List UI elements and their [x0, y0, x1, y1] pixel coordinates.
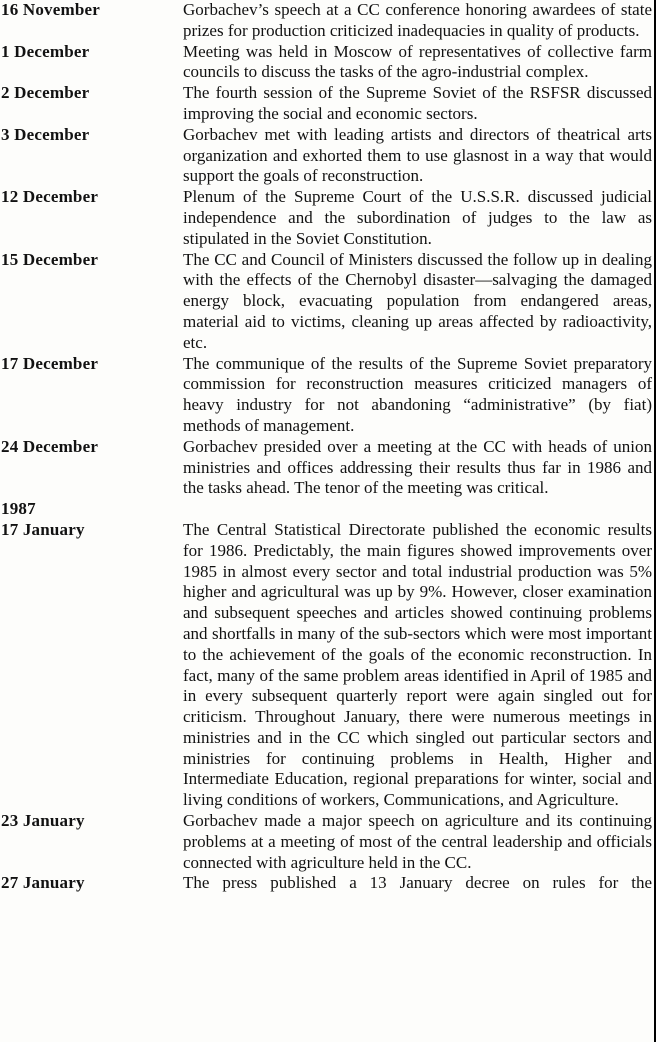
entry-date: 24 December [1, 436, 99, 456]
chronology-entry [1, 520, 652, 811]
entry-description: The CC and Council of Ministers discussed the follow up in dealing with the effects of the Chernobyl disaster—salvaging the damaged energy block, evacuating population from endangered areas, material aid to victims, cleaning up areas affected by radioactivity, etc. [183, 249, 652, 352]
entry-description: The Central Statistical Directorate published the economic results for 1986. Predictably, the main figures showed improvements over 1985 in almost every sector and total industrial production was 5% higher and agricultural was up by 9%. However, closer examination and subsequent speeches and articles showed continuing problems and shortfalls in many of the sub-sectors which were most important to the achievement of the goals of the economic reconstruction. In fact, many of the same problem areas identified in April of 1985 and in every subsequent quarterly report were again singled out for criticism. Throughout January, there were numerous meetings in ministries and in the CC which singled out particular sectors and ministries for continuing problems in Health, Higher and Intermediate Education, regional preparations for winter, social and living conditions of workers, Communications, and Agriculture. [183, 519, 652, 810]
chronology-entry [1, 354, 652, 437]
entry-description: The communique of the results of the Supreme Soviet preparatory commission for reconstruction measures criticized managers of heavy industry for not abandoning “administrative” (by fiat) methods of management. [183, 353, 652, 435]
chronology-entry [1, 42, 652, 84]
chronology-entry [1, 187, 652, 249]
entry-date: 16 November [1, 0, 100, 19]
entry-description: Gorbachev’s speech at a CC conference honoring awardees of state prizes for production criticized inadequacies in quality of products. [183, 0, 652, 40]
chronology-entry [1, 250, 652, 354]
chronology-entry [1, 873, 652, 894]
entry-date: 15 December [1, 249, 99, 269]
entry-date: 17 January [1, 519, 85, 539]
chronology-entry [1, 0, 652, 42]
entry-date: 23 January [1, 811, 85, 831]
chronology-entry [1, 83, 652, 125]
entry-description: Gorbachev met with leading artists and directors of theatrical arts organization and exhorted them to use glasnost in a way that would support the goals of reconstruction. [183, 124, 652, 186]
chronology-entry [1, 437, 652, 499]
chronology-entry [1, 125, 652, 187]
chronology-entry [1, 811, 652, 873]
year-heading-1987: 1987 [1, 499, 36, 519]
entry-description: The fourth session of the Supreme Soviet of the RSFSR discussed improving the social and economic sectors. [183, 83, 652, 123]
entry-description: The press published a 13 January decree on rules for the [183, 873, 652, 893]
entry-date: 3 December [1, 124, 90, 144]
entry-date: 27 January [1, 873, 85, 893]
entry-date: 12 December [1, 187, 99, 207]
entry-date: 1 December [1, 41, 90, 61]
entry-date: 2 December [1, 83, 90, 103]
entry-description: Meeting was held in Moscow of representatives of collective farm councils to discuss the tasks of the agro-industrial complex. [183, 41, 652, 82]
entry-description: Gorbachev made a major speech on agriculture and its continuing problems at a meeting of most of the central leadership and officials connected with agriculture held in the CC. [183, 811, 652, 872]
entry-date: 17 December [1, 353, 99, 373]
entry-description: Gorbachev presided over a meeting at the CC with heads of union ministries and offices addressing their results thus far in 1986 and the tasks ahead. The tenor of the meeting was critical. [183, 436, 652, 498]
entry-description: Plenum of the Supreme Court of the U.S.S.R. discussed judicial independence and the subordination of judges to the law as stipulated in the Soviet Constitution. [183, 187, 652, 248]
